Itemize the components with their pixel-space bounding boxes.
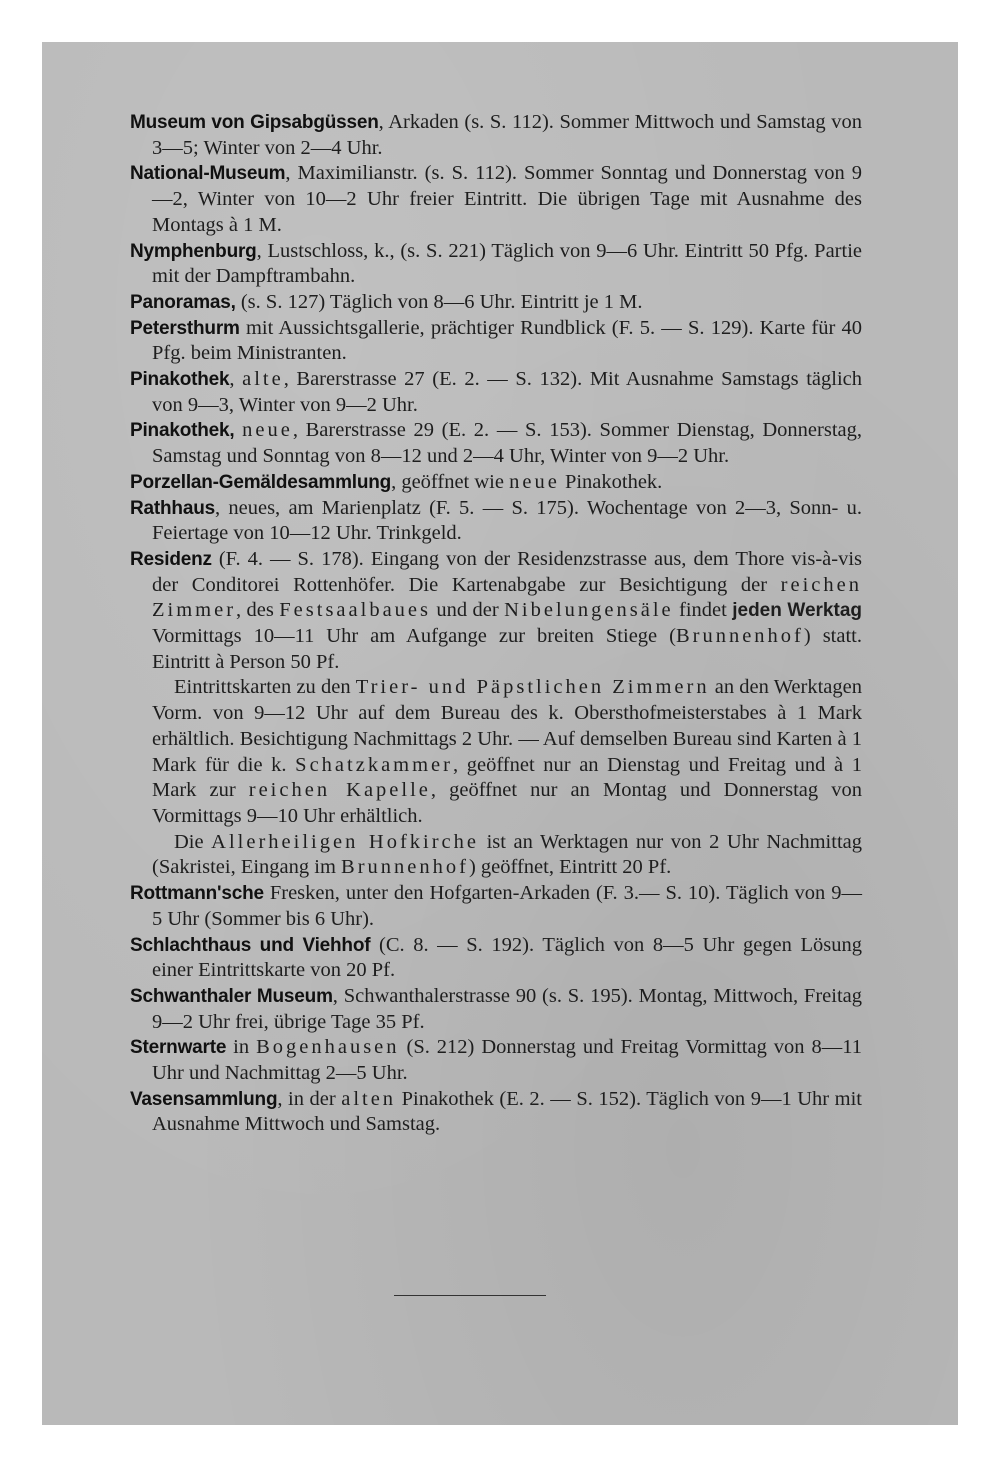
entry-heading: Sternwarte xyxy=(130,1037,227,1059)
entry-text: , Arkaden (s. S. 112). Sommer Mittwoch und Samstag von 3—5; Winter von 2—4 Uhr. xyxy=(152,111,862,159)
spaced-emphasis: Nibelungensäle xyxy=(504,599,674,622)
entry-heading: Petersthurm xyxy=(130,317,240,339)
spaced-emphasis: Brunnenhof xyxy=(675,625,804,648)
entry-text: Die xyxy=(174,830,212,853)
directory-entry xyxy=(130,239,862,290)
entry-text: an den Werktagen Vorm. von 9—12 Uhr auf dem Bureau des k. Obersthofmeisterstabes à 1 Mark erhältlich. Besichtigung Nachmittags 2 Uhr. — Auf demselben Bureau sind Karten à 1 Mark für die k. xyxy=(152,676,862,776)
entry-text: Eintrittskarten zu den xyxy=(174,676,356,699)
spaced-emphasis: reichen Kapelle xyxy=(248,779,431,802)
entry-heading: Porzellan-Gemäldesammlung xyxy=(130,471,392,493)
directory-entry xyxy=(130,496,862,547)
directory-entry xyxy=(130,984,862,1035)
spaced-emphasis: Trier- und Päpstlichen Zimmern xyxy=(355,676,710,699)
entry-text: , neues, am Marienplatz (F. 5. — S. 175). Wochentage von 2—3, Sonn- u. Feiertage von 10—12 Uhr. Trinkgeld. xyxy=(152,496,862,545)
entry-text: ist an Werktagen nur von 2 Uhr Nachmittag (Sakristei, Eingang im xyxy=(152,830,862,879)
entry-heading: Rottmann'sche xyxy=(130,883,264,905)
entry-heading: Panoramas, xyxy=(130,291,236,313)
end-rule xyxy=(394,1295,546,1296)
entry-text: mit Aussichtsgallerie, prächtiger Rundblick (F. 5. — S. 129). Karte für 40 Pfg. beim Ministranten. xyxy=(152,316,862,365)
entry-text: , geöffnet nur an Montag und Donnerstag von Vormittags 9—10 Uhr erhältlich. xyxy=(152,779,862,827)
entry-heading: Pinakothek xyxy=(130,369,230,391)
spaced-emphasis: Bogenhausen xyxy=(256,1036,400,1059)
entry-text: findet xyxy=(673,599,733,622)
spaced-emphasis: neue xyxy=(242,419,293,442)
entry-text: , Lustschloss, k., (s. S. 221) Täglich von 9—6 Uhr. Eintritt 50 Pfg. Partie mit der Dampftrambahn. xyxy=(152,239,862,288)
directory-entry xyxy=(130,470,862,496)
entry-heading: Museum von Gipsabgüssen xyxy=(130,112,379,133)
entry-text: , xyxy=(229,368,243,391)
entry-text: Pinakothek (E. 2. — S. 152). Täglich von 9—1 Uhr mit Ausnahme Mittwoch und Samstag. xyxy=(152,1087,862,1136)
entry-text: (S. 212) Donnerstag und Freitag Vormittag von 8—11 Uhr und Nachmittag 2—5 Uhr. xyxy=(152,1036,862,1085)
entry-text: (s. S. 127) Täglich von 8—6 Uhr. Eintritt je 1 M. xyxy=(235,290,643,313)
entry-text: Vormittags 10—11 Uhr am Aufgange zur breiten Stiege ( xyxy=(152,625,676,648)
directory-entry xyxy=(130,1035,862,1086)
entry-heading: Nymphenburg xyxy=(130,240,257,262)
entry-heading: Rathhaus xyxy=(130,497,215,519)
directory-entry xyxy=(130,418,862,469)
page-text xyxy=(130,110,862,1138)
directory-entry xyxy=(130,933,862,984)
entry-text xyxy=(234,419,242,441)
spaced-emphasis: Brunnenhof xyxy=(341,856,469,879)
spaced-emphasis: Schatzkammer xyxy=(295,753,453,776)
entry-text: ) geöffnet, Eintritt 20 Pf. xyxy=(468,856,672,879)
directory-entry xyxy=(130,316,862,367)
spaced-emphasis: Allerheiligen Hofkirche xyxy=(211,830,479,853)
spaced-emphasis: alte xyxy=(242,368,284,391)
entry-text: , geöffnet nur an Dienstag und Freitag und à 1 Mark zur xyxy=(152,753,862,802)
entry-text: , in der xyxy=(277,1087,342,1110)
entry-heading: Residenz xyxy=(130,548,212,570)
entry-text: , Maximilianstr. (s. S. 112). Sommer Sonntag und Donnerstag von 9—2, Winter von 10—2 Uhr freier Eintritt. Die übrigen Tage mit Ausnahme des Montags à 1 M. xyxy=(152,162,862,236)
entry-text: ) statt. Eintritt à Person 50 Pf. xyxy=(152,625,862,673)
directory-entry xyxy=(130,110,862,161)
entry-heading: Pinakothek, xyxy=(130,420,235,442)
spaced-emphasis: reichen Zimmer xyxy=(152,573,862,622)
entry-text: , Barerstrasse 29 (E. 2. — S. 153). Sommer Dienstag, Donnerstag, Samstag und Sonntag von 8—12 und 2—4 Uhr, Winter von 9—2 Uhr. xyxy=(152,419,862,468)
bold-emphasis: jeden Werktag xyxy=(732,600,862,622)
entry-heading: Schlachthaus und Viehhof xyxy=(130,934,371,956)
entry-text: , Barerstrasse 27 (E. 2. — S. 132). Mit Ausnahme Samstags täglich von 9—3, Winter von 9—2 Uhr. xyxy=(152,368,862,416)
entry-text: (F. 4. — S. 178). Eingang von der Residenzstrasse aus, dem Thore vis-à-vis der Conditorei Rottenhöfer. Die Kartenabgabe zur Besichtigung der xyxy=(152,547,862,596)
directory-entry xyxy=(130,881,862,932)
entry-text: Pinakothek. xyxy=(559,470,663,493)
directory-entry xyxy=(130,1087,862,1138)
entry-heading: Vasensammlung xyxy=(130,1088,278,1110)
spaced-emphasis: neue xyxy=(509,470,560,493)
entry-text: und der xyxy=(431,599,505,622)
entry-text: , geöffnet wie xyxy=(391,470,510,493)
directory-entry xyxy=(130,290,862,316)
scanned-page xyxy=(42,42,958,1425)
residenz-note-paragraph xyxy=(130,830,862,881)
directory-entry xyxy=(130,547,862,676)
entry-text: , Schwanthalerstrasse 90 (s. S. 195). Montag, Mittwoch, Freitag 9—2 Uhr frei, übrige Tage 35 Pf. xyxy=(152,984,862,1033)
residenz-note-paragraph xyxy=(130,675,862,829)
entry-text: (C. 8. — S. 192). Täglich von 8—5 Uhr gegen Lösung einer Eintrittskarte von 20 Pf. xyxy=(152,933,862,982)
spaced-emphasis: Festsaalbaues xyxy=(279,599,432,622)
directory-entry xyxy=(130,161,862,238)
directory-entry xyxy=(130,367,862,418)
spaced-emphasis: alten xyxy=(341,1087,397,1110)
entry-heading: National-Museum xyxy=(130,163,286,185)
entry-text: Fresken, unter den Hofgarten-Arkaden (F. 3.— S. 10). Täglich von 9—5 Uhr (Sommer bis 6 Uhr). xyxy=(152,882,862,930)
entry-heading: Schwanthaler Museum xyxy=(130,985,333,1007)
entry-text: in xyxy=(226,1036,257,1059)
entry-text: , des xyxy=(236,599,280,622)
